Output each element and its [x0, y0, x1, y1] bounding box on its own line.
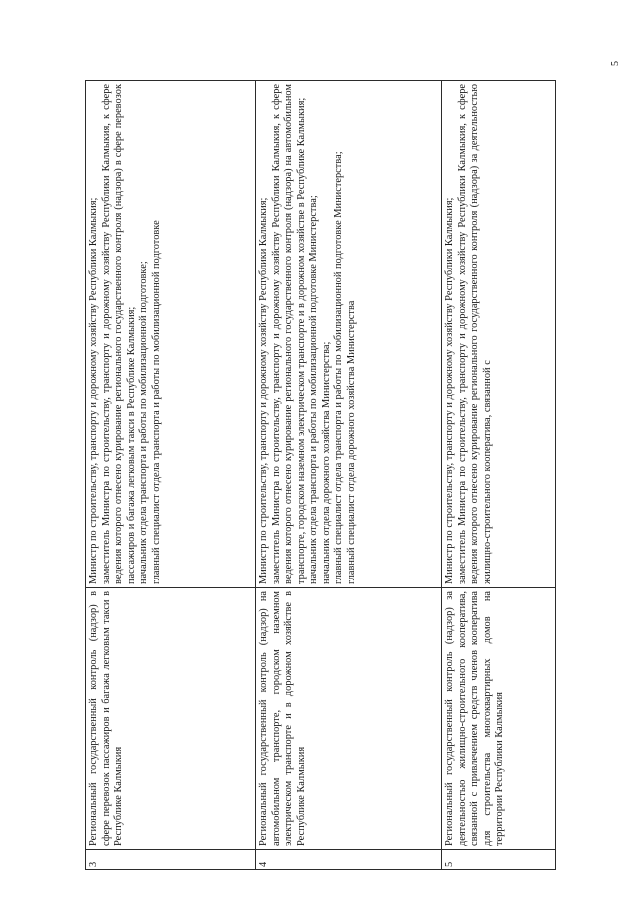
control-type-cell: Региональный государственный контроль (надзор) за деятельностью жилищно-строительного кооператива, связанной с привлечением средств членов кооператива для строительства многоквартирных домов на территории Республики Калмыкия [442, 588, 556, 850]
control-type-cell: Региональный государственный контроль (надзор) в сфере перевозок пассажиров и багажа легковым такси в Республике Калмыкия [86, 588, 256, 850]
official-entry: начальник отдела транспорта и работы по мобилизационной подготовке; [138, 261, 149, 584]
page-number: 5 [610, 61, 621, 66]
row-number: 3 [86, 850, 256, 870]
control-type-cell: Региональный государственный контроль (надзор) на автомобильном транспорте, городском наземном электрическом транспорте и в дорожном хозяйстве в Республике Калмыкия [256, 588, 442, 850]
official-entry: главный специалист отдела транспорта и работы по мобилизационной подготовке [150, 220, 162, 584]
table-row [256, 81, 442, 870]
official-entry: заместитель Министра по строительству, транспорту и дорожному хозяйству Республики Калмыкия, к сфере ведения которого отнесено курирование регионального государственного контроля (надзора) на автомобильном транспорте, городском наземном электрическом транспорте и в дорожном хозяйстве в Республике Калмыкия; [270, 84, 307, 584]
official-entry: заместитель Министра по строительству, транспорту и дорожному хозяйству Республики Калмыкия, к сфере ведения которого отнесено курирование регионального государственного контроля (надзора) за деятельностью жилищно-строительного кооператива, связанной с [456, 84, 493, 584]
officials-cell [256, 81, 442, 588]
official-entry: Министр по строительству, транспорту и дорожному хозяйству Республики Калмыкия; [88, 197, 99, 584]
official-entry: главный специалист отдела транспорта и работы по мобилизационной подготовке Министерства; [333, 151, 344, 584]
rotated-table-container [85, 80, 555, 870]
official-entry: заместитель Министра по строительству, транспорту и дорожному хозяйству Республики Калмыкия, к сфере ведения которого отнесено курирование регионального государственного контроля (надзора) в сфере перевозок пассажиров и багажа легковым такси в Республике Калмыкия; [100, 84, 137, 584]
officials-cell [86, 81, 256, 588]
official-entry: начальник отдела дорожного хозяйства Министерства; [320, 341, 332, 584]
table-row [86, 81, 256, 870]
row-number: 4 [256, 850, 442, 870]
officials-cell [442, 81, 556, 588]
official-entry: Министр по строительству, транспорту и дорожному хозяйству Республики Калмыкия; [258, 197, 269, 584]
official-entry: главный специалист отдела дорожного хозяйства Министерства [345, 300, 357, 584]
row-number: 5 [442, 850, 556, 870]
official-entry: начальник отдела транспорта и работы по мобилизационной подготовке Министерства; [308, 195, 319, 584]
table-row [442, 81, 556, 870]
official-entry: Министр по строительству, транспорту и дорожному хозяйству Республики Калмыкия; [444, 197, 455, 584]
officials-table [85, 80, 556, 870]
